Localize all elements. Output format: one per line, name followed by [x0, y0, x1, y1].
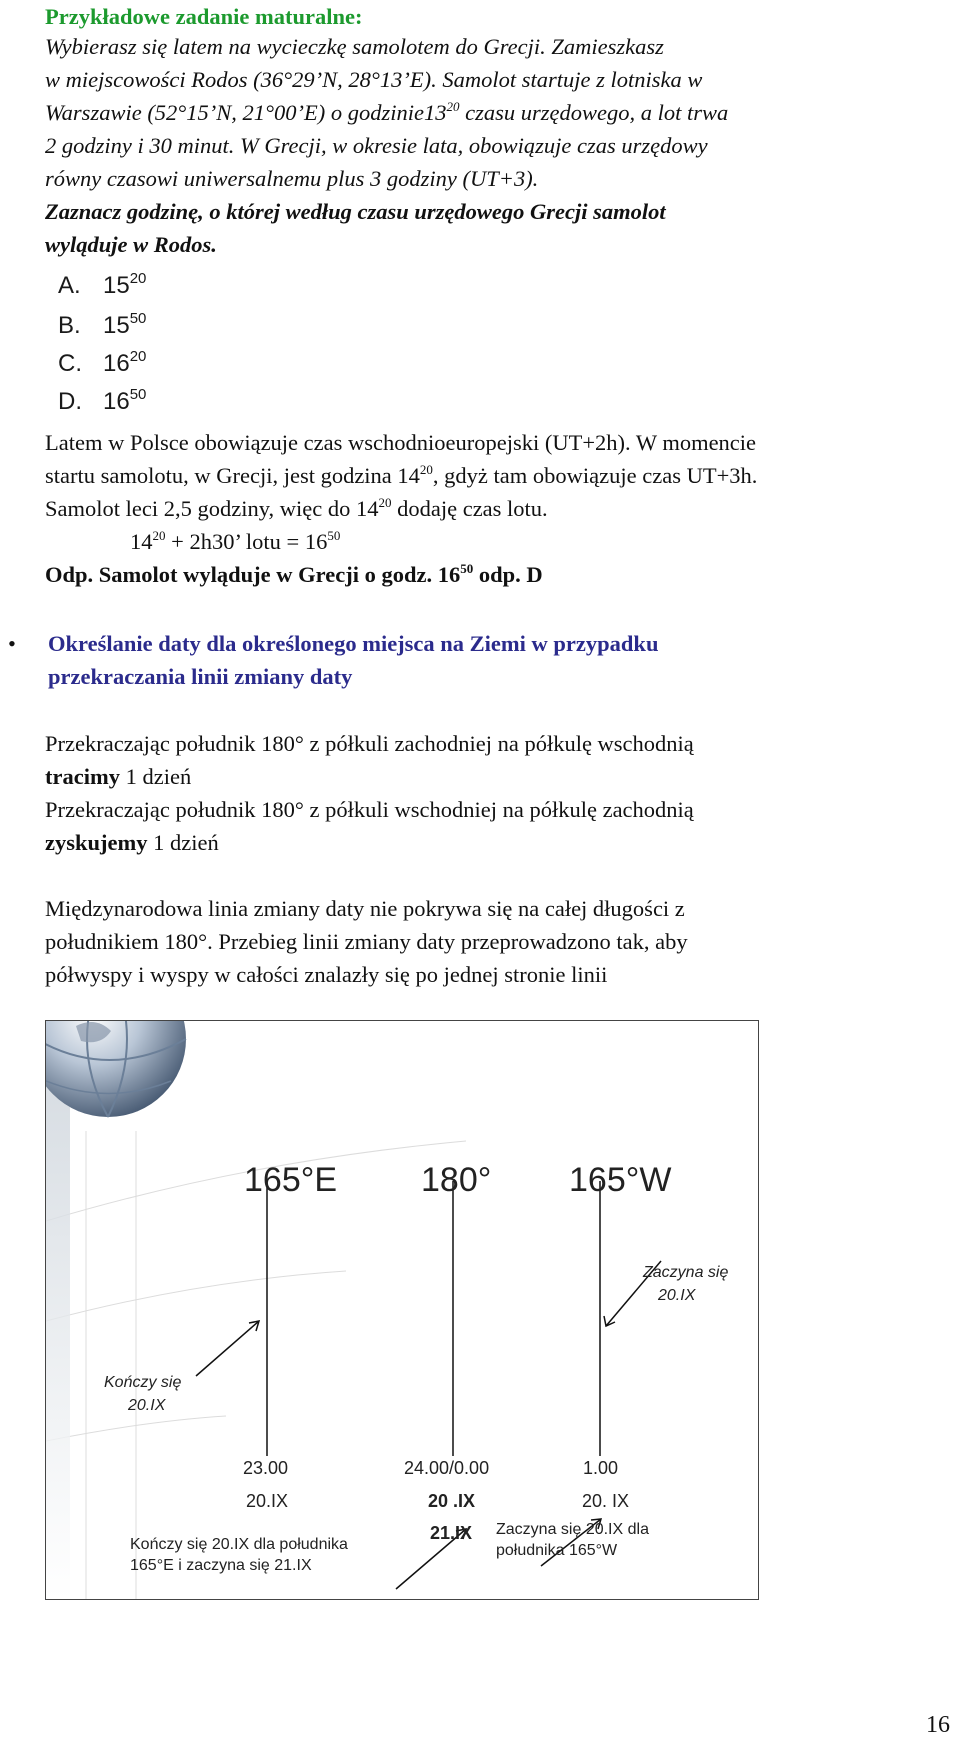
rule-1-result — [45, 760, 945, 793]
meridian-label-165e: 165°E — [244, 1161, 338, 1199]
option-hour: 16 — [103, 388, 130, 415]
ends-label-2: 20.IX — [128, 1397, 166, 1414]
meridian-label-180: 180° — [421, 1161, 492, 1199]
task-line-3-b: czasu urzędowego, a lot trwa — [459, 100, 729, 125]
option-b — [58, 310, 147, 340]
rule-1-bold: tracimy — [45, 764, 120, 789]
bottom-left-note-1: Kończy się 20.IX dla południka — [130, 1536, 348, 1553]
solution-line-3-sup: 20 — [378, 494, 392, 510]
time-165w: 1.00 — [583, 1458, 619, 1478]
topic-line-1: Określanie daty dla określonego miejsca na Ziemi w przypadku — [48, 631, 659, 656]
task-question-2: wyląduje w Rodos. — [45, 232, 217, 257]
rule-2-rest: 1 dzień — [147, 830, 219, 855]
date-165w: 20. IX — [582, 1491, 630, 1511]
task-line-3-sup: 20 — [446, 98, 460, 114]
solution-line-3 — [45, 492, 945, 525]
option-value — [103, 350, 146, 378]
task-line-5: równy czasowi uniwersalnemu plus 3 godziny (UT+3). — [45, 166, 539, 191]
task-question-1: Zaznacz godzinę, o której według czasu urzędowego Grecji samolot — [45, 199, 666, 224]
option-letter: B. — [58, 312, 81, 339]
calc-sup-2: 50 — [327, 527, 341, 543]
option-letter: A. — [58, 272, 81, 299]
option-hour: 15 — [103, 272, 130, 299]
solution-line-1: Latem w Polsce obowiązuje czas wschodnioeuropejski (UT+2h). W momencie — [45, 430, 757, 455]
background-grid — [46, 1131, 466, 1599]
topic-bullet: • — [8, 631, 16, 656]
option-minutes: 50 — [129, 310, 147, 327]
ends-label-1: Kończy się — [104, 1374, 182, 1391]
option-hour: 16 — [103, 350, 130, 377]
arrow-ends — [196, 1321, 259, 1376]
rule-2-result — [45, 826, 945, 859]
rule-2-bold: zyskujemy — [45, 830, 148, 855]
task-line-3 — [45, 96, 945, 129]
option-value — [103, 388, 146, 416]
solution-line-3-b: dodaję czas lotu. — [391, 496, 548, 521]
topic-line-2: przekraczania linii zmiany daty — [48, 664, 353, 689]
starts-label-1: Zaczyna się — [643, 1264, 729, 1281]
answer-a: Odp. Samolot wyląduje w Grecji o godz. 16 — [45, 562, 461, 587]
bottom-right-note-1: Zaczyna się 20.IX dla — [496, 1521, 649, 1538]
option-c — [58, 348, 147, 378]
bottom-right-note-2: południka 165°W — [496, 1542, 618, 1559]
dateline-line-1: Międzynarodowa linia zmiany daty nie pokrywa się na całej długości z — [45, 896, 685, 921]
meridian-lines — [267, 1181, 600, 1456]
calc-sup-1: 20 — [152, 527, 166, 543]
dateline-line-3: półwyspy i wyspy w całości znalazły się po jednej stronie linii — [45, 962, 608, 987]
date-180-red: 20 .IX — [428, 1491, 476, 1511]
starts-label-2: 20.IX — [658, 1287, 696, 1304]
figure-graphics — [46, 1021, 758, 1599]
rule-1: Przekraczając południk 180° z półkuli zachodniej na półkulę wschodnią — [45, 731, 694, 756]
date-line-figure — [45, 1020, 759, 1600]
date-165e: 20.IX — [246, 1491, 289, 1511]
calc-a: 14 — [130, 529, 153, 554]
answer-sup: 50 — [460, 560, 474, 576]
task-line-2: w miejscowości Rodos (36°29’N, 28°13’E). Samolot startuje z lotniska w — [45, 67, 703, 92]
option-hour: 15 — [103, 312, 130, 339]
meridian-label-165w: 165°W — [569, 1161, 672, 1199]
option-value — [103, 312, 146, 340]
option-a — [58, 270, 147, 300]
answer-b: odp. D — [473, 562, 543, 587]
time-180: 24.00/0.00 — [404, 1458, 490, 1478]
rule-2: Przekraczając południk 180° z półkuli wschodniej na półkulę zachodnią — [45, 797, 694, 822]
solution-line-3-a: Samolot leci 2,5 godziny, więc do 14 — [45, 496, 379, 521]
date-180-next: 21.IX — [430, 1523, 473, 1543]
option-d — [58, 386, 147, 416]
task-line-3-a: Warszawie (52°15’N, 21°00’E) o godzinie13 — [45, 100, 447, 125]
option-minutes: 20 — [129, 348, 147, 365]
option-letter: D. — [58, 388, 82, 415]
option-letter: C. — [58, 350, 82, 377]
bottom-left-note-2: 165°E i zaczyna się 21.IX — [130, 1557, 312, 1574]
option-minutes: 50 — [129, 386, 147, 403]
solution-line-2-sup: 20 — [419, 461, 433, 477]
task-line-4: 2 godziny i 30 minut. W Grecji, w okresie lata, obowiązuje czas urzędowy — [45, 133, 708, 158]
solution-line-2-a: startu samolotu, w Grecji, jest godzina 14 — [45, 463, 420, 488]
solution-answer — [45, 558, 945, 591]
option-value — [103, 272, 146, 300]
option-minutes: 20 — [129, 270, 147, 287]
solution-calculation — [130, 525, 830, 558]
task-heading: Przykładowe zadanie maturalne: — [45, 4, 363, 29]
dateline-line-2: południkiem 180°. Przebieg linii zmiany daty przeprowadzono tak, aby — [45, 929, 688, 954]
time-165e: 23.00 — [243, 1458, 289, 1478]
globe-icon — [46, 1021, 186, 1117]
rule-1-rest: 1 dzień — [119, 764, 192, 789]
task-line-1: Wybierasz się latem na wycieczkę samolotem do Grecji. Zamieszkasz — [45, 34, 664, 59]
left-edge-shade — [46, 1021, 70, 1599]
calc-b: + 2h30’ lotu = 16 — [165, 529, 328, 554]
solution-line-2 — [45, 459, 945, 492]
page-number: 16 — [926, 1712, 950, 1738]
solution-line-2-b: , gdyż tam obowiązuje czas UT+3h. — [432, 463, 758, 488]
